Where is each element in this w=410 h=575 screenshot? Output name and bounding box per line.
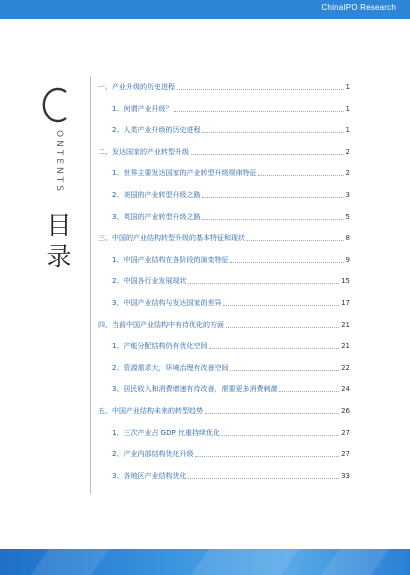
- toc-page-number: 24: [341, 385, 350, 394]
- toc-leader-dots: [279, 383, 339, 392]
- toc-entry-text: 2、中国各行业发展现状: [112, 277, 187, 286]
- toc-entry-text: 1、中国产业结构在各阶段的演变特征: [112, 255, 229, 264]
- table-of-contents: [98, 81, 350, 491]
- toc-entry-text: 3、中国产业结构与发达国家的差异: [112, 298, 222, 307]
- toc-section-item[interactable]: [98, 232, 350, 254]
- toc-leader-dots: [202, 211, 343, 220]
- toc-leader-dots: [188, 470, 339, 479]
- toc-subsection-item[interactable]: [98, 275, 350, 297]
- toc-subsection-item[interactable]: [98, 297, 350, 319]
- toc-entry-text: 3、英国的产业转型升级之路: [112, 212, 201, 221]
- toc-leader-dots: [222, 427, 339, 436]
- toc-subsection-item[interactable]: [98, 254, 350, 276]
- toc-page-number: 1: [345, 83, 350, 91]
- toc-page-number: 2: [345, 147, 350, 156]
- toc-page-number: 1: [345, 126, 350, 135]
- footer-shard: [31, 549, 109, 575]
- toc-leader-dots: [226, 319, 339, 328]
- toc-entry-text: 2、人类产业升级的历史进程: [112, 126, 201, 135]
- footer-band: [0, 549, 410, 575]
- toc-page-number: 21: [341, 342, 350, 351]
- toc-subsection-item[interactable]: [98, 470, 350, 492]
- toc-section-item[interactable]: [98, 81, 350, 103]
- toc-leader-dots: [188, 275, 339, 284]
- divider-line: [90, 76, 91, 494]
- toc-leader-dots: [195, 448, 339, 457]
- toc-page-number: 27: [341, 450, 350, 459]
- toc-page-number: 17: [341, 298, 350, 307]
- toc-subsection-item[interactable]: [98, 448, 350, 470]
- toc-page-number: 9: [345, 255, 350, 264]
- toc-entry-text: 2、资源需求大，环境治理有改善空间: [112, 363, 229, 372]
- brand-label: ChinaIPO Research: [321, 3, 396, 12]
- toc-entry-text: 3、居民收入和消费增速有待改善，需要更多消费刺激: [112, 385, 278, 394]
- toc-leader-dots: [258, 167, 343, 176]
- toc-page-number: 2: [345, 169, 350, 178]
- toc-leader-dots: [191, 146, 344, 155]
- toc-entry-text: 三、中国的产业结构转型升级的基本特征和现状: [98, 234, 245, 243]
- toc-page-number: 5: [345, 212, 350, 221]
- toc-entry-text: 1、产能分配结构仍有优化空间: [112, 342, 208, 351]
- toc-entry-text: 2、产业内部结构优化升级: [112, 450, 194, 459]
- contents-c-icon: [42, 86, 72, 124]
- toc-subsection-item[interactable]: [98, 124, 350, 146]
- header-bar: [0, 0, 410, 19]
- toc-leader-dots: [230, 254, 343, 263]
- toc-entry-text: 1、何谓产业升级？: [112, 104, 173, 113]
- toc-entry-text: 一、产业升级的历史进程: [98, 83, 175, 91]
- toc-leader-dots: [205, 405, 339, 414]
- toc-subsection-item[interactable]: [98, 211, 350, 233]
- toc-subsection-item[interactable]: [98, 362, 350, 384]
- toc-section-item[interactable]: [98, 146, 350, 168]
- title-char-1: 目: [46, 211, 72, 240]
- toc-subsection-item[interactable]: [98, 340, 350, 362]
- toc-entry-text: 3、各地区产业结构优化: [112, 471, 187, 480]
- toc-subsection-item[interactable]: [98, 103, 350, 125]
- toc-entry-text: 五、中国产业结构未来的转型趋势: [98, 406, 203, 415]
- toc-leader-dots: [247, 232, 344, 241]
- toc-page-number: 26: [341, 406, 350, 415]
- toc-subsection-item[interactable]: [98, 383, 350, 405]
- toc-entry-text: 1、世界主要发达国家的产业转型升级规律特征: [112, 169, 257, 178]
- toc-section-item[interactable]: [98, 319, 350, 341]
- toc-leader-dots: [177, 81, 344, 90]
- contents-vertical-label: ONTENTS: [54, 130, 64, 194]
- toc-leader-dots: [202, 189, 343, 198]
- toc-leader-dots: [230, 362, 339, 371]
- footer-shard: [191, 549, 299, 575]
- toc-page-number: 8: [345, 234, 350, 243]
- toc-entry-text: 2、美国的产业转型升级之路: [112, 190, 201, 199]
- toc-leader-dots: [209, 340, 339, 349]
- toc-leader-dots: [174, 103, 343, 112]
- toc-leader-dots: [223, 297, 339, 306]
- toc-section-item[interactable]: [98, 405, 350, 427]
- toc-page-number: 33: [341, 471, 350, 480]
- page-title: [44, 210, 74, 272]
- toc-leader-dots: [202, 124, 343, 133]
- toc-subsection-item[interactable]: [98, 167, 350, 189]
- toc-page-number: 22: [341, 363, 350, 372]
- toc-page-number: 21: [341, 320, 350, 329]
- toc-subsection-item[interactable]: [98, 427, 350, 449]
- toc-entry-text: 1、三次产业占 GDP 比重持续优化: [112, 428, 220, 437]
- toc-page-number: 1: [345, 104, 350, 113]
- toc-entry-text: 四、当前中国产业结构中有待优化的方面: [98, 320, 224, 329]
- toc-page-number: 15: [341, 277, 350, 286]
- title-char-2: 录: [46, 242, 72, 271]
- footer-shard: [321, 549, 389, 575]
- toc-page-number: 27: [341, 428, 350, 437]
- toc-subsection-item[interactable]: [98, 189, 350, 211]
- toc-page-number: 3: [345, 190, 350, 199]
- toc-entry-text: 二、发达国家的产业转型升级: [98, 147, 189, 156]
